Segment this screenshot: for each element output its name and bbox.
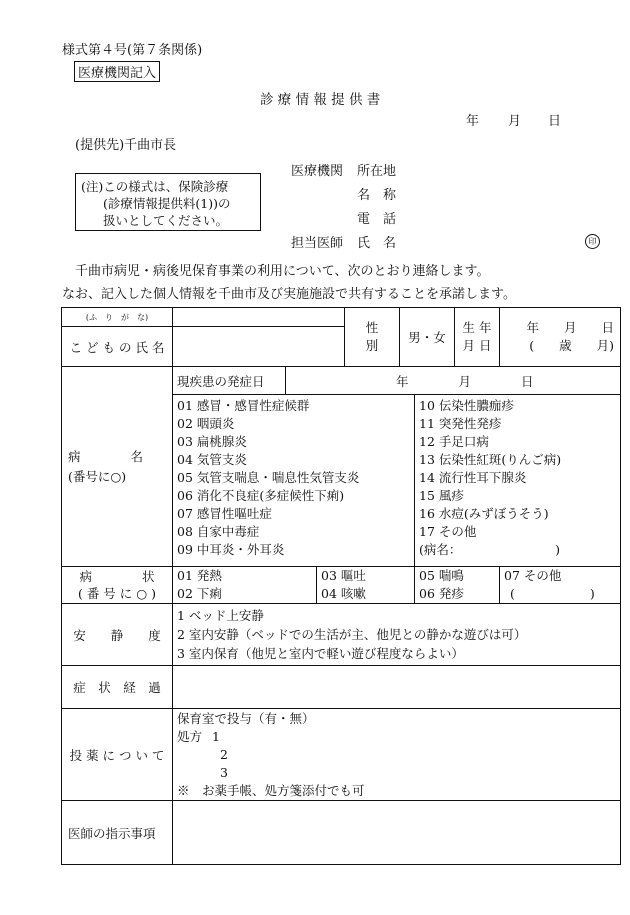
sex-label: 性 別 bbox=[345, 308, 400, 367]
info-form-table bbox=[61, 307, 621, 865]
date-day: 日 bbox=[548, 114, 562, 129]
rest-option[interactable]: 1 ベッド上安静 bbox=[177, 608, 264, 623]
doctor-label: 担当医師 bbox=[291, 236, 344, 251]
disease-item[interactable]: 06 消化不良症(多症候性下痢) bbox=[177, 488, 345, 503]
date-year: 年 bbox=[466, 114, 480, 129]
medication-field[interactable] bbox=[173, 709, 621, 801]
rest-level-label: 安 静 度 bbox=[62, 604, 173, 666]
doctor-instructions-label: 医師の指示事項 bbox=[62, 801, 173, 865]
disease-item[interactable]: 10 伝染性膿痂疹 bbox=[419, 398, 514, 413]
institution-name-label: 名 称 bbox=[357, 188, 397, 203]
disease-item[interactable]: 16 水痘(みずぼうそう) bbox=[419, 506, 549, 521]
medication-label: 投 薬 に つ い て bbox=[62, 709, 173, 801]
dob-label: 生 年 月 日 bbox=[455, 308, 500, 367]
disease-item[interactable]: 15 風疹 bbox=[419, 488, 464, 503]
disease-item[interactable]: 02 咽頭炎 bbox=[177, 416, 235, 431]
rest-option[interactable]: 3 室内保育（他児と室内で軽い遊び程度ならよい） bbox=[177, 646, 464, 661]
rest-option[interactable]: 2 室内安静（ベッドでの生活が主、他児との静かな遊びは可） bbox=[177, 627, 527, 642]
medication-onsite-option[interactable]: 保育室で投与（有・無） bbox=[177, 711, 315, 726]
institution-address-label: 所在地 bbox=[357, 164, 397, 179]
disease-item[interactable]: 09 中耳炎・外耳炎 bbox=[177, 542, 285, 557]
document-title: 診 療 情 報 提 供 書 bbox=[260, 92, 381, 108]
symptom-group-1[interactable]: 01 発熱 02 下痢 bbox=[173, 567, 317, 604]
disease-item[interactable]: 11 突発性発疹 bbox=[419, 416, 502, 431]
form-number: 様式第４号(第７条関係) bbox=[62, 43, 203, 58]
symptom-progress-field[interactable] bbox=[173, 666, 621, 709]
child-name-label: こ ど も の 氏 名 bbox=[62, 327, 173, 367]
note-line-3: 扱いとしてください。 bbox=[103, 213, 229, 228]
doctor-instructions-field[interactable] bbox=[173, 801, 621, 865]
disease-item[interactable]: 07 感冒性嘔吐症 bbox=[177, 506, 272, 521]
note-line-1: (注)この様式は、保険診療 bbox=[81, 179, 229, 194]
disease-list-left[interactable] bbox=[173, 395, 415, 567]
disease-item[interactable]: 04 気管支炎 bbox=[177, 452, 247, 467]
prescription-number: 1 bbox=[212, 729, 220, 744]
disease-list-right[interactable] bbox=[415, 395, 621, 567]
child-name-field[interactable] bbox=[173, 327, 345, 367]
disease-item[interactable]: 13 伝染性紅斑(りんご病) bbox=[419, 452, 562, 467]
disease-item[interactable]: 03 扁桃腺炎 bbox=[177, 434, 247, 449]
insurance-note-box bbox=[75, 173, 261, 231]
disease-item[interactable]: 12 手足口病 bbox=[419, 434, 489, 449]
date-month: 月 bbox=[508, 114, 522, 129]
symptom-progress-label: 症 状 経 過 bbox=[62, 666, 173, 709]
symptom-group-4[interactable]: 07 その他 ( ) bbox=[500, 567, 621, 604]
seal-mark: 印 bbox=[585, 234, 600, 249]
furigana-label: (ふ り が な) bbox=[62, 308, 173, 327]
onset-date-field[interactable]: 年 月 日 bbox=[286, 367, 621, 395]
recipient: (提供先)千曲市長 bbox=[75, 138, 177, 153]
disease-item[interactable]: 05 気管支喘息・喘息性気管支炎 bbox=[177, 470, 360, 485]
prescription-number: 2 bbox=[220, 747, 228, 762]
intro-line-2: なお、記入した個人情報を千曲市及び実施施設で共有することを承諾します。 bbox=[62, 287, 516, 302]
prescription-number: 3 bbox=[220, 765, 228, 780]
rest-level-options[interactable] bbox=[173, 604, 621, 666]
disease-item[interactable]: 14 流行性耳下腺炎 bbox=[419, 470, 527, 485]
institution-phone-label: 電 話 bbox=[357, 212, 397, 227]
doctor-name-label: 氏 名 bbox=[357, 236, 397, 251]
institution-stamp-label: 医療機関記入 bbox=[74, 61, 160, 82]
disease-item[interactable]: 17 その他 bbox=[419, 524, 477, 539]
note-line-2: (診療情報提供料(1))の bbox=[103, 196, 231, 211]
disease-item[interactable]: 01 感冒・感冒性症候群 bbox=[177, 398, 310, 413]
symptom-group-3[interactable]: 05 喘鳴 06 発疹 bbox=[415, 567, 500, 604]
disease-label: 病 名 (番号に○) bbox=[62, 367, 173, 567]
prescription-label: 処方 bbox=[177, 729, 203, 744]
institution-label: 医療機関 bbox=[291, 164, 344, 179]
dob-field[interactable]: 年 月 日 ( 歳 月) bbox=[500, 308, 621, 367]
furigana-field[interactable] bbox=[173, 308, 345, 327]
disease-item[interactable]: (病名： ) bbox=[419, 542, 561, 557]
intro-line-1: 千曲市病児・病後児保育事業の利用について、次のとおり連絡します。 bbox=[75, 264, 490, 279]
symptom-label: 病 状 ( 番 号 に ○ ) bbox=[62, 567, 173, 604]
medication-note: ※ お薬手帳、処方箋添付でも可 bbox=[177, 783, 365, 798]
onset-label: 現疾患の発症日 bbox=[173, 367, 286, 395]
disease-item[interactable]: 08 自家中毒症 bbox=[177, 524, 260, 539]
symptom-group-2[interactable]: 03 嘔吐 04 咳嗽 bbox=[317, 567, 415, 604]
sex-value[interactable]: 男・女 bbox=[400, 308, 455, 367]
